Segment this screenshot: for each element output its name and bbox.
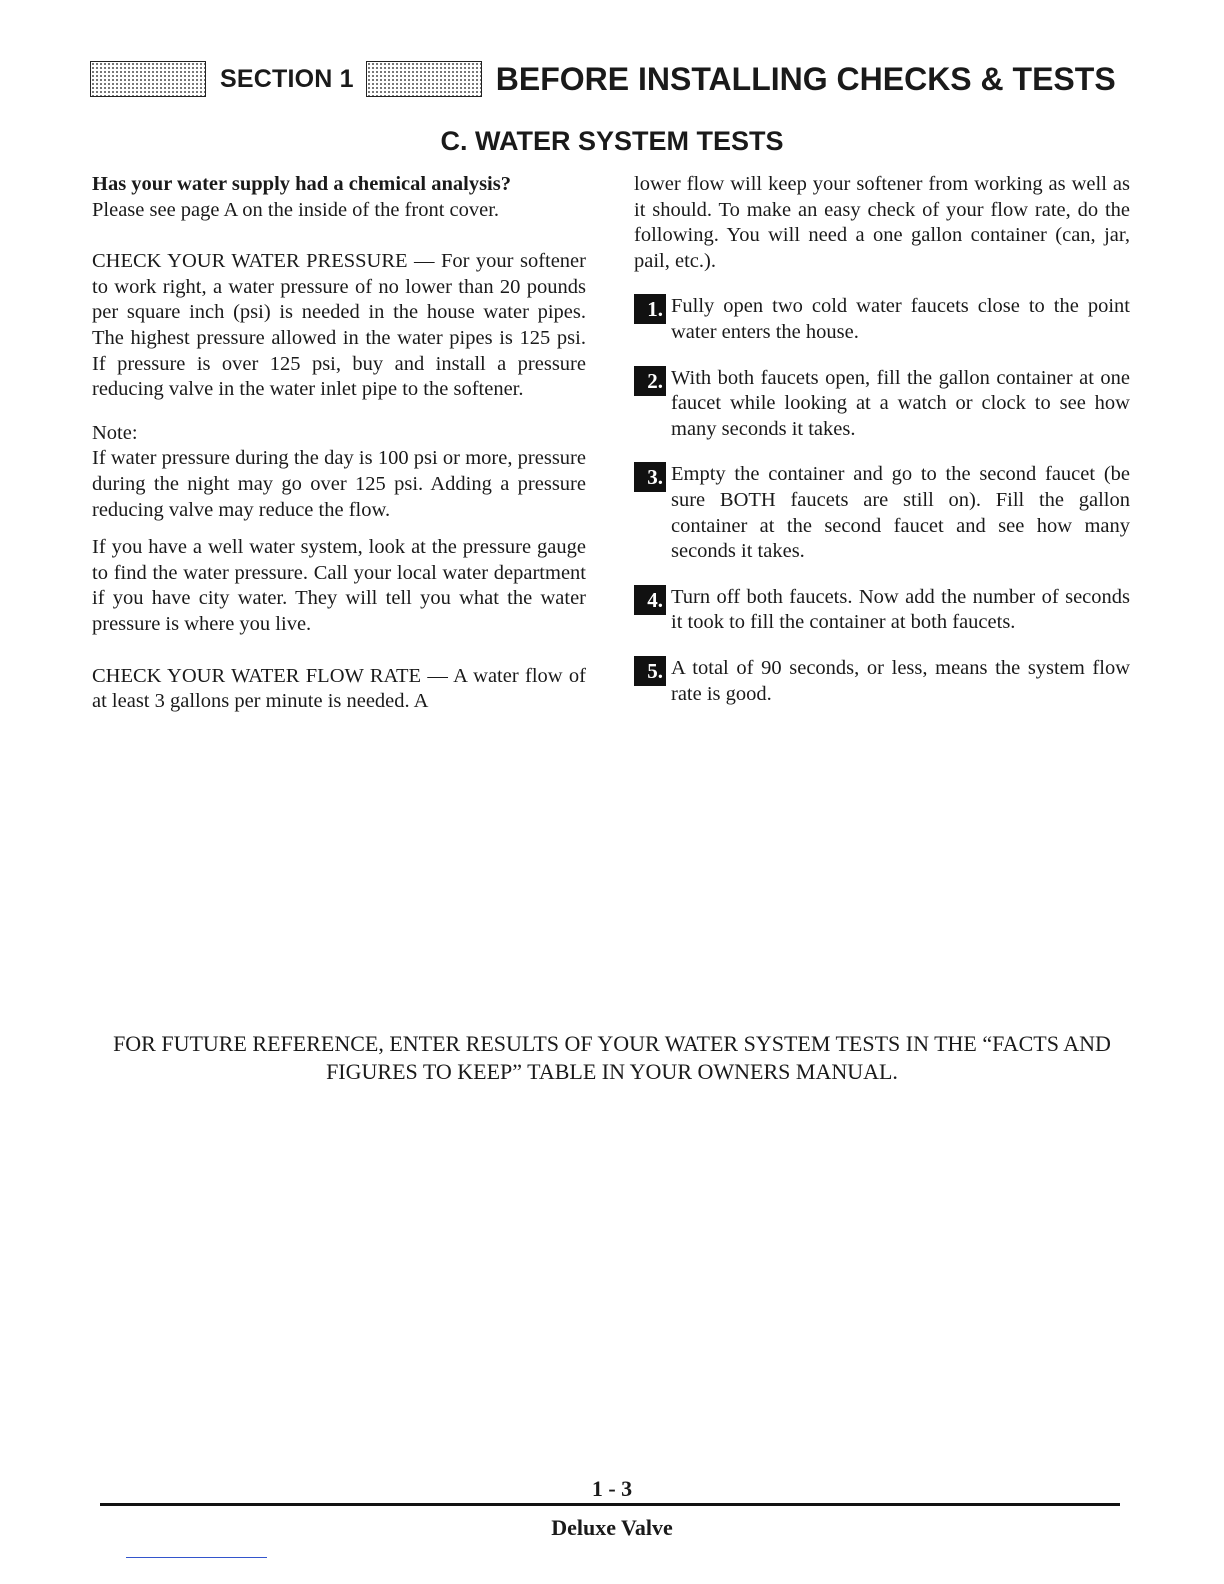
step-text-3: Empty the container and go to the second faucet (be sure BOTH faucets are still on). Fill the gallon container at the second faucet and see how many seconds it takes. xyxy=(671,463,1130,563)
future-reference-note: FOR FUTURE REFERENCE, ENTER RESULTS OF YOUR WATER SYSTEM TESTS IN THE “FACTS AND FIGURES TO KEEP” TABLE IN YOUR OWNERS MANUAL. xyxy=(113,1031,1111,1084)
pressure-paragraph: CHECK YOUR WATER PRESSURE — For your softener to work right, a water pressure of no lower than 20 pounds per square inch (psi) is needed in the house water pipes. The highest pressure allowed in the water pipes is 125 psi. If pressure is over 125 psi, buy and install a pressure reducing valve in the water inlet pipe to the softener. xyxy=(92,250,586,401)
note-text: If water pressure during the day is 100 psi or more, pressure during the night may go over 125 psi. Adding a pressure reducing valve may reduce the flow. xyxy=(92,447,586,521)
step-text-5: A total of 90 seconds, or less, means the system flow rate is good. xyxy=(671,656,1130,705)
page-subtitle: C. WATER SYSTEM TESTS xyxy=(440,126,784,156)
step-number-3: 3. xyxy=(634,462,666,492)
step-number-4: 4. xyxy=(634,585,666,615)
step-number-2: 2. xyxy=(634,366,666,396)
page-number: 1 - 3 xyxy=(591,1476,633,1501)
footer-rule xyxy=(100,1503,1120,1506)
step-2 xyxy=(634,366,1130,443)
dotted-box-left xyxy=(90,61,206,97)
flow-continuation: lower flow will keep your softener from working as well as it should. To make an easy check of your flow rate, do the following. You will need a one gallon container (can, jar, pail, etc.). xyxy=(634,173,1130,272)
analysis-text: Please see page A on the inside of the front cover. xyxy=(92,198,500,221)
step-4 xyxy=(634,585,1130,636)
step-5 xyxy=(634,656,1130,707)
flow-paragraph: CHECK YOUR WATER FLOW RATE — A water flow of at least 3 gallons per minute is needed. A xyxy=(92,664,586,713)
step-3 xyxy=(634,462,1130,564)
left-column xyxy=(92,172,586,715)
link-underline xyxy=(126,1557,267,1558)
right-column xyxy=(634,172,1130,707)
dotted-box-right xyxy=(366,61,482,97)
step-text-1: Fully open two cold water faucets close to the point water enters the house. xyxy=(671,295,1130,343)
step-number-5: 5. xyxy=(634,656,666,686)
step-text-2: With both faucets open, fill the gallon container at one faucet while looking at a watch or clock to see how many seconds it takes. xyxy=(671,366,1130,440)
step-1 xyxy=(634,294,1130,345)
section-label: SECTION 1 xyxy=(220,64,354,93)
analysis-question: Has your water supply had a chemical analysis? xyxy=(92,173,511,195)
document-name: Deluxe Valve xyxy=(551,1515,673,1540)
well-paragraph: If you have a well water system, look at the pressure gauge to find the water pressure. Call your local water department if you have city water. They will tell you what the water pressure is where you live. xyxy=(92,536,586,635)
section-header xyxy=(90,58,1130,100)
section-title: BEFORE INSTALLING CHECKS & TESTS xyxy=(495,60,1116,97)
note-label: Note: xyxy=(92,421,138,444)
step-text-4: Turn off both faucets. Now add the number of seconds it took to fill the container at both faucets. xyxy=(671,585,1130,634)
step-number-1: 1. xyxy=(634,294,666,324)
